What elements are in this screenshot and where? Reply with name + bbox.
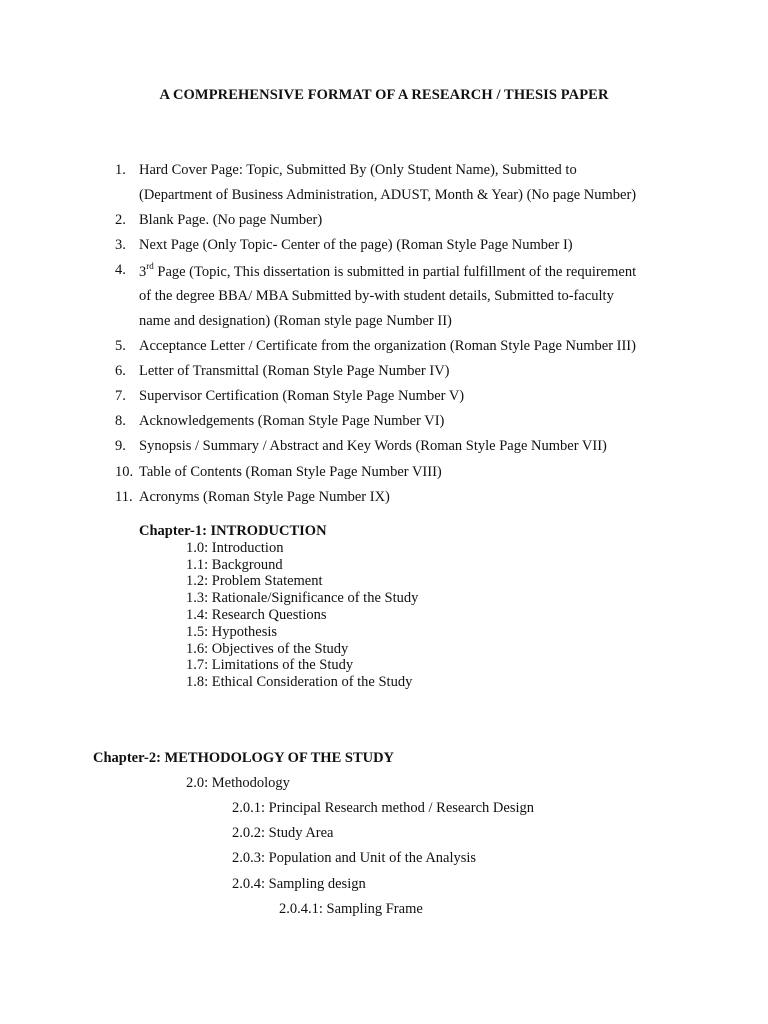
ordinal-number: 3 bbox=[139, 263, 147, 280]
list-item-continuation: name and designation) (Roman style page Number II) bbox=[139, 313, 452, 329]
section-item: 1.6: Objectives of the Study bbox=[186, 641, 349, 657]
list-item-number: 7. bbox=[115, 388, 126, 404]
section-item: 1.3: Rationale/Significance of the Study bbox=[186, 590, 419, 606]
list-item-number: 5. bbox=[115, 338, 126, 354]
section-item: 1.7: Limitations of the Study bbox=[186, 657, 354, 673]
list-item-number: 6. bbox=[115, 363, 126, 379]
chapter-2-heading: Chapter-2: METHODOLOGY OF THE STUDY bbox=[93, 750, 395, 766]
list-item-number: 10. bbox=[115, 464, 134, 480]
list-item-text: Table of Contents (Roman Style Page Number VIII) bbox=[139, 464, 442, 480]
list-item-number: 3. bbox=[115, 237, 126, 253]
list-item-text: Acronyms (Roman Style Page Number IX) bbox=[139, 489, 390, 505]
ordinal-suffix: rd bbox=[146, 261, 154, 271]
subsubsection-item: 2.0.4.1: Sampling Frame bbox=[279, 901, 423, 917]
section-item: 1.8: Ethical Consideration of the Study bbox=[186, 674, 413, 690]
list-item-text: Acceptance Letter / Certificate from the organization (Roman Style Page Number III) bbox=[139, 338, 636, 354]
list-item-text: Supervisor Certification (Roman Style Page Number V) bbox=[139, 388, 465, 404]
chapter-1-heading: Chapter-1: INTRODUCTION bbox=[139, 523, 327, 539]
list-item-continuation: (Department of Business Administration, ADUST, Month & Year) (No page Number) bbox=[139, 187, 637, 203]
list-item-text: Letter of Transmittal (Roman Style Page Number IV) bbox=[139, 363, 450, 379]
list-item-text: Acknowledgements (Roman Style Page Number VI) bbox=[139, 413, 445, 429]
list-item-continuation: of the degree BBA/ MBA Submitted by-with student details, Submitted to-faculty bbox=[139, 288, 614, 304]
section-item: 1.1: Background bbox=[186, 557, 283, 573]
list-item-number: 8. bbox=[115, 413, 126, 429]
list-item-text: Hard Cover Page: Topic, Submitted By (Only Student Name), Submitted to bbox=[139, 162, 577, 178]
list-item-text: Next Page (Only Topic- Center of the page) (Roman Style Page Number I) bbox=[139, 237, 573, 253]
list-item-number: 1. bbox=[115, 162, 126, 178]
section-item: 1.5: Hypothesis bbox=[186, 624, 278, 640]
list-item-text-rest: Page (Topic, This dissertation is submitted in partial fulfillment of the requirement bbox=[153, 263, 637, 280]
section-item: 2.0: Methodology bbox=[186, 775, 290, 791]
subsection-item: 2.0.1: Principal Research method / Research Design bbox=[232, 800, 535, 816]
subsection-item: 2.0.3: Population and Unit of the Analysis bbox=[232, 850, 477, 866]
list-item-text bbox=[139, 262, 636, 281]
subsection-item: 2.0.2: Study Area bbox=[232, 825, 334, 841]
section-item: 1.4: Research Questions bbox=[186, 607, 327, 623]
list-item-text: Blank Page. (No page Number) bbox=[139, 212, 323, 228]
subsection-item: 2.0.4: Sampling design bbox=[232, 876, 366, 892]
document-title: A COMPREHENSIVE FORMAT OF A RESEARCH / THESIS PAPER bbox=[159, 87, 609, 103]
list-item-number: 9. bbox=[115, 438, 126, 454]
list-item-text: Synopsis / Summary / Abstract and Key Words (Roman Style Page Number VII) bbox=[139, 438, 607, 454]
list-item-number: 11. bbox=[115, 489, 133, 505]
list-item-number: 2. bbox=[115, 212, 126, 228]
list-item-number: 4. bbox=[115, 262, 126, 278]
section-item: 1.0: Introduction bbox=[186, 540, 284, 556]
section-item: 1.2: Problem Statement bbox=[186, 573, 323, 589]
